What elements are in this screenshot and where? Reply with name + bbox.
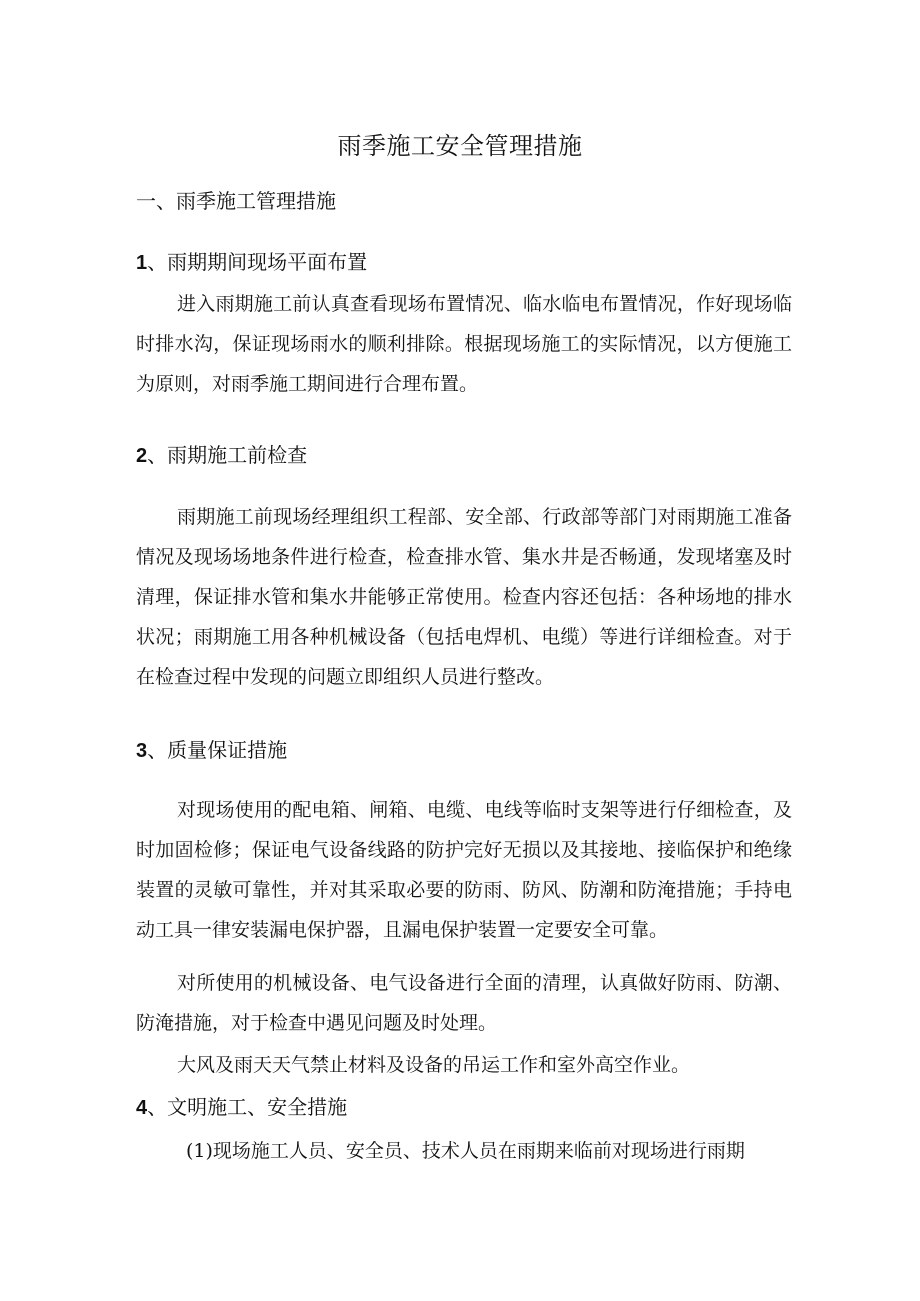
item-title-3: 、质量保证措施 xyxy=(147,738,288,762)
paragraph-3-2: 对所使用的机械设备、电气设备进行全面的清理，认真做好防雨、防潮、防淹措施，对于检查中遇见问题及时处理。 xyxy=(136,972,792,1034)
paragraph-1-1: 进入雨期施工前认真查看现场布置情况、临水临电布置情况，作好现场临时排水沟，保证现场雨水的顺利排除。根据现场施工的实际情况，以方便施工为原则，对雨季施工期间进行合理布置。 xyxy=(136,293,792,395)
document-title: 雨季施工安全管理措施 xyxy=(337,132,583,160)
paragraph-2-1: 雨期施工前现场经理组织工程部、安全部、行政部等部门对雨期施工准备情况及现场场地条件进行检查，检查排水管、集水井是否畅通，发现堵塞及时清理，保证排水管和集水井能够正常使用。检查内容还包括：各种场地的排水状况；雨期施工用各种机械设备（包括电焊机、电缆）等进行详细检查。对于在检查过程中发现的问题立即组织人员进行整改。 xyxy=(136,506,792,688)
item-number-1: 1 xyxy=(136,252,148,274)
item-title-1: 、雨期期间现场平面布置 xyxy=(147,250,368,274)
item-title-2: 、雨期施工前检查 xyxy=(147,443,308,467)
item-title-4: 、文明施工、安全措施 xyxy=(147,1095,348,1119)
paragraph-4-1: (1)现场施工人员、安全员、技术人员在雨期来临前对现场进行雨期 xyxy=(186,1140,745,1162)
item-heading-2 xyxy=(136,439,307,472)
item-number-2: 2 xyxy=(136,445,148,467)
item-heading-3 xyxy=(136,734,287,767)
paragraph-3-3: 大风及雨天天气禁止材料及设备的吊运工作和室外高空作业。 xyxy=(177,1054,691,1076)
item-number-3: 3 xyxy=(136,740,148,762)
item-heading-1 xyxy=(136,246,367,279)
section-heading-1: 一、雨季施工管理措施 xyxy=(136,189,336,213)
item-number-4: 4 xyxy=(136,1097,148,1119)
paragraph-3-1: 对现场使用的配电箱、闸箱、电缆、电线等临时支架等进行仔细检查，及时加固检修；保证电气设备线路的防护完好无损以及其接地、接临保护和绝缘装置的灵敏可靠性，并对其采取必要的防雨、防风、防潮和防淹措施；手持电动工具一律安装漏电保护器，且漏电保护装置一定要安全可靠。 xyxy=(136,799,792,941)
item-heading-4 xyxy=(136,1091,347,1124)
